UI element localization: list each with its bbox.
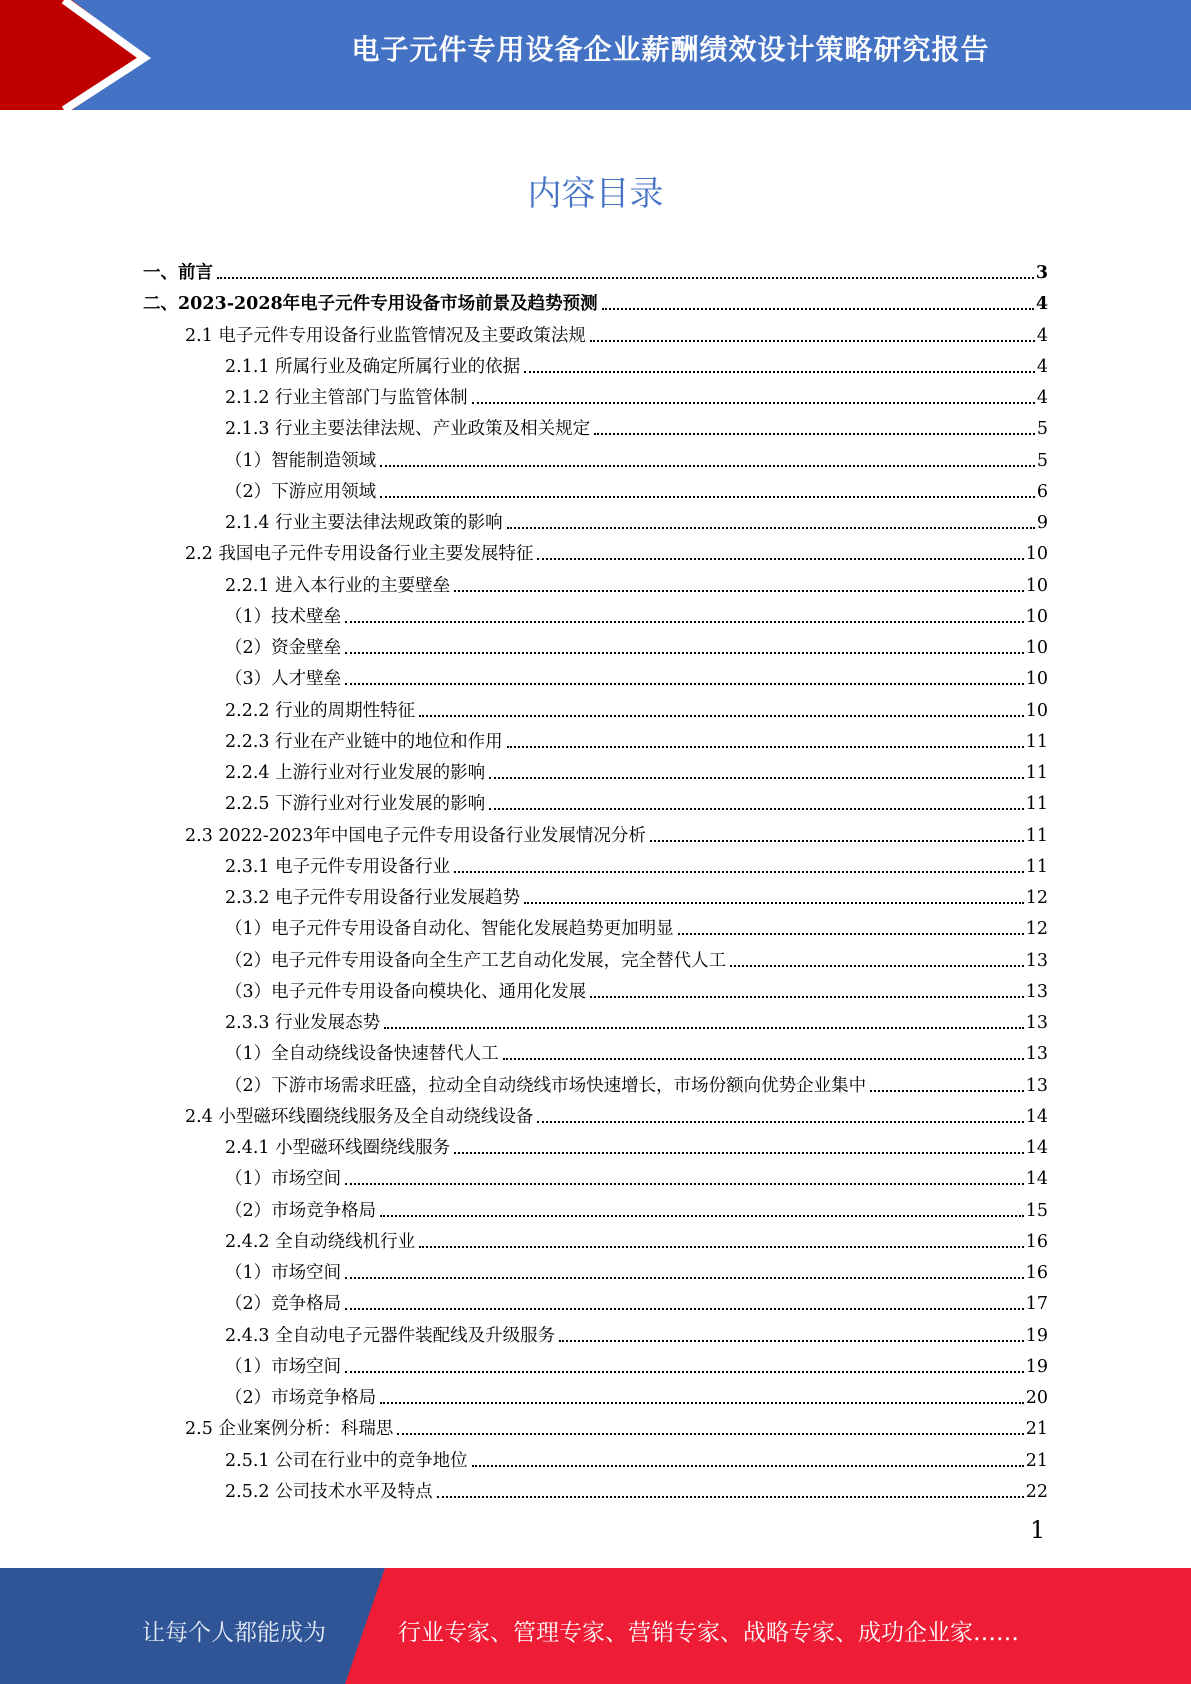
toc-leader-dots bbox=[345, 1307, 1024, 1310]
toc-entry[interactable] bbox=[225, 660, 1048, 690]
toc-leader-dots bbox=[419, 1245, 1024, 1248]
toc-entry-text: 2.1.2 行业主管部门与监管体制 bbox=[225, 388, 468, 408]
toc-leader-dots bbox=[380, 464, 1035, 467]
toc-entry-text: 2.2 我国电子元件专用设备行业主要发展特征 bbox=[185, 544, 534, 565]
toc-leader-dots bbox=[537, 557, 1023, 560]
toc-leader-dots bbox=[524, 370, 1035, 373]
toc-leader-dots bbox=[380, 1214, 1024, 1217]
toc-entry[interactable] bbox=[225, 629, 1048, 659]
toc-leader-dots bbox=[489, 776, 1024, 779]
toc-entry-text: （1）智能制造领域 bbox=[225, 450, 377, 471]
toc-entry-text: （1）技术壁垒 bbox=[225, 606, 342, 627]
toc-entry-page: 13 bbox=[1025, 1075, 1048, 1096]
toc-entry-page: 11 bbox=[1025, 856, 1048, 877]
toc-entry-text: （2）资金壁垒 bbox=[225, 638, 342, 658]
toc-entry[interactable] bbox=[225, 785, 1048, 815]
toc-entry-page: 10 bbox=[1025, 669, 1048, 690]
toc-entry[interactable] bbox=[225, 1004, 1048, 1034]
toc-leader-dots bbox=[419, 714, 1024, 717]
toc-entry-page: 11 bbox=[1025, 794, 1048, 815]
toc-entry[interactable] bbox=[225, 1285, 1048, 1315]
page-footer bbox=[0, 1568, 1191, 1684]
toc-entry[interactable] bbox=[225, 1035, 1048, 1065]
toc-leader-dots bbox=[345, 1182, 1024, 1185]
toc-entry-page: 13 bbox=[1025, 1044, 1048, 1065]
toc-entry-page: 10 bbox=[1025, 700, 1048, 721]
toc-leader-dots bbox=[345, 651, 1024, 654]
toc-entry[interactable] bbox=[185, 817, 1048, 847]
toc-entry[interactable] bbox=[225, 1317, 1048, 1347]
toc-entry[interactable] bbox=[143, 285, 1048, 315]
toc-entry[interactable] bbox=[225, 348, 1048, 378]
toc-leader-dots bbox=[489, 807, 1024, 810]
toc-entry-text: 2.4.1 小型磁环线圈绕线服务 bbox=[225, 1138, 451, 1158]
toc-entry[interactable] bbox=[225, 442, 1048, 472]
toc-entry-page: 5 bbox=[1036, 419, 1048, 440]
toc-entry[interactable] bbox=[225, 973, 1048, 1003]
toc-entry-page: 15 bbox=[1025, 1200, 1048, 1221]
toc-leader-dots bbox=[594, 432, 1035, 435]
toc-entry[interactable] bbox=[225, 379, 1048, 409]
toc-entry-text: （1）市场空间 bbox=[225, 1169, 342, 1190]
toc-entry-page: 16 bbox=[1025, 1263, 1048, 1283]
toc-entry-text: 2.3 2022-2023年中国电子元件专用设备行业发展情况分析 bbox=[185, 825, 646, 846]
toc-leader-dots bbox=[384, 1026, 1024, 1029]
toc-entry[interactable] bbox=[225, 879, 1048, 909]
toc-leader-dots bbox=[602, 307, 1034, 310]
toc-entry-page: 14 bbox=[1025, 1169, 1048, 1190]
toc-entry[interactable] bbox=[225, 1129, 1048, 1159]
toc-entry-text: （2）市场竞争格局 bbox=[225, 1200, 377, 1221]
toc-entry-text: 2.5 企业案例分析：科瑞思 bbox=[185, 1419, 394, 1440]
toc-entry[interactable] bbox=[225, 692, 1048, 722]
footer-slogan-left: 让每个人都能成为 bbox=[142, 1620, 326, 1646]
toc-entry[interactable] bbox=[225, 1223, 1048, 1253]
toc-entry-text: 2.5.2 公司技术水平及特点 bbox=[225, 1481, 433, 1502]
toc-leader-dots bbox=[590, 995, 1024, 998]
toc-entry[interactable] bbox=[225, 410, 1048, 440]
page-number: 1 bbox=[1030, 1516, 1046, 1544]
toc-leader-dots bbox=[870, 1089, 1024, 1092]
toc-entry[interactable] bbox=[225, 1379, 1048, 1409]
toc-leader-dots bbox=[454, 589, 1024, 592]
toc-entry[interactable] bbox=[225, 567, 1048, 597]
toc-entry-text: 2.2.4 上游行业对行业发展的影响 bbox=[225, 763, 486, 783]
toc-leader-dots bbox=[507, 526, 1035, 529]
toc-entry-text: 2.1.1 所属行业及确定所属行业的依据 bbox=[225, 356, 521, 377]
toc-entry-page: 4 bbox=[1036, 325, 1048, 346]
toc-entry-page: 19 bbox=[1025, 1325, 1048, 1346]
toc-leader-dots bbox=[590, 339, 1035, 342]
toc-entry[interactable] bbox=[225, 473, 1048, 503]
toc-entry-text: （2）下游市场需求旺盛，拉动全自动绕线市场快速增长，市场份额向优势企业集中 bbox=[225, 1075, 867, 1096]
toc-entry-text: 一、前言 bbox=[143, 263, 213, 283]
toc-leader-dots bbox=[345, 1276, 1024, 1279]
toc-leader-dots bbox=[503, 1057, 1024, 1060]
header-title: 电子元件专用设备企业薪酬绩效设计策略研究报告 bbox=[351, 33, 990, 66]
toc-entry-text: 2.2.5 下游行业对行业发展的影响 bbox=[225, 794, 486, 815]
toc-entry[interactable] bbox=[225, 723, 1048, 753]
toc-entry-page: 10 bbox=[1025, 606, 1048, 627]
toc-entry-page: 21 bbox=[1025, 1419, 1048, 1440]
toc-entry-text: 2.2.3 行业在产业链中的地位和作用 bbox=[225, 731, 503, 752]
toc-entry-text: （1）市场空间 bbox=[225, 1356, 342, 1377]
toc-entry-page: 14 bbox=[1025, 1138, 1048, 1158]
toc-entry[interactable] bbox=[185, 535, 1048, 565]
toc-entry-page: 10 bbox=[1025, 638, 1048, 658]
toc-leader-dots bbox=[524, 901, 1024, 904]
toc-entry-page: 11 bbox=[1025, 763, 1048, 783]
toc-entry[interactable] bbox=[225, 1254, 1048, 1284]
toc-entry[interactable] bbox=[143, 254, 1048, 284]
toc-entry-page: 12 bbox=[1025, 888, 1048, 908]
toc-entry-text: （2）下游应用领域 bbox=[225, 481, 377, 502]
toc-entry-page: 13 bbox=[1025, 950, 1048, 971]
toc-entry-page: 4 bbox=[1035, 294, 1048, 315]
toc-entry[interactable] bbox=[185, 317, 1048, 347]
toc-entry-text: 2.2.1 进入本行业的主要壁垒 bbox=[225, 575, 451, 596]
toc-entry-page: 6 bbox=[1036, 481, 1048, 502]
toc-entry-page: 3 bbox=[1035, 263, 1048, 283]
toc-leader-dots bbox=[650, 839, 1024, 842]
toc-entry[interactable] bbox=[225, 848, 1048, 878]
toc-leader-dots bbox=[507, 745, 1024, 748]
toc-entry-text: 2.3.3 行业发展态势 bbox=[225, 1013, 381, 1033]
toc-leader-dots bbox=[454, 1151, 1024, 1154]
toc-leader-dots bbox=[678, 932, 1024, 935]
toc-entry-page: 10 bbox=[1025, 575, 1048, 596]
toc-entry-text: （3）人才壁垒 bbox=[225, 669, 342, 690]
toc-leader-dots bbox=[345, 1370, 1024, 1373]
toc-entry-text: 2.1.4 行业主要法律法规政策的影响 bbox=[225, 513, 503, 533]
toc-entry-text: （3）电子元件专用设备向模块化、通用化发展 bbox=[225, 981, 587, 1002]
toc-entry-page: 12 bbox=[1025, 919, 1048, 940]
footer-slogan-right: 行业专家、管理专家、营销专家、战略专家、成功企业家…… bbox=[398, 1620, 1019, 1646]
toc-entry-page: 16 bbox=[1025, 1231, 1048, 1252]
toc-entry-text: （1）全自动绕线设备快速替代人工 bbox=[225, 1044, 499, 1065]
toc-leader-dots bbox=[217, 276, 1034, 279]
toc-entry-page: 9 bbox=[1036, 513, 1048, 533]
toc-entry[interactable] bbox=[225, 1160, 1048, 1190]
toc-leader-dots bbox=[472, 1464, 1024, 1467]
toc-entry-page: 13 bbox=[1025, 981, 1048, 1002]
toc-leader-dots bbox=[454, 870, 1024, 873]
toc-entry-page: 17 bbox=[1025, 1294, 1048, 1315]
toc-entry-page: 19 bbox=[1025, 1356, 1048, 1377]
toc-entry-page: 21 bbox=[1025, 1450, 1048, 1471]
toc-entry[interactable] bbox=[225, 754, 1048, 784]
toc-entry-text: （1）电子元件专用设备自动化、智能化发展趋势更加明显 bbox=[225, 919, 674, 940]
toc-leader-dots bbox=[559, 1339, 1024, 1342]
toc-entry-page: 10 bbox=[1025, 544, 1048, 565]
toc-entry-page: 20 bbox=[1025, 1388, 1048, 1408]
toc-leader-dots bbox=[730, 964, 1024, 967]
toc-leader-dots bbox=[472, 401, 1035, 404]
toc-title: 内容目录 bbox=[527, 174, 664, 214]
toc-leader-dots bbox=[380, 1401, 1024, 1404]
toc-entry-text: 2.4.3 全自动电子元器件装配线及升级服务 bbox=[225, 1325, 556, 1346]
toc-entry-page: 22 bbox=[1025, 1481, 1048, 1502]
toc-entry-page: 13 bbox=[1025, 1013, 1048, 1033]
toc-leader-dots bbox=[345, 682, 1024, 685]
toc-entry-text: 2.4.2 全自动绕线机行业 bbox=[225, 1231, 416, 1252]
page-header bbox=[0, 0, 1191, 110]
toc-leader-dots bbox=[345, 620, 1024, 623]
toc-entry[interactable] bbox=[225, 1067, 1048, 1097]
toc-entry[interactable] bbox=[225, 1192, 1048, 1222]
toc-entry[interactable] bbox=[225, 598, 1048, 628]
toc-entry-text: （1）市场空间 bbox=[225, 1263, 342, 1283]
toc-entry[interactable] bbox=[225, 1348, 1048, 1378]
toc-entry-text: 2.2.2 行业的周期性特征 bbox=[225, 700, 416, 721]
toc-entry-page: 5 bbox=[1036, 450, 1048, 471]
toc-entry-page: 14 bbox=[1025, 1106, 1048, 1127]
toc-entry[interactable] bbox=[225, 1473, 1048, 1503]
toc-leader-dots bbox=[380, 495, 1035, 498]
toc-entry[interactable] bbox=[225, 1442, 1048, 1472]
toc-entry-text: 2.3.2 电子元件专用设备行业发展趋势 bbox=[225, 888, 521, 908]
toc-entry[interactable] bbox=[225, 942, 1048, 972]
toc-entry-page: 11 bbox=[1025, 731, 1048, 752]
toc-leader-dots bbox=[437, 1495, 1024, 1498]
toc-entry-text: （2）市场竞争格局 bbox=[225, 1388, 377, 1408]
toc-entry[interactable] bbox=[225, 504, 1048, 534]
toc-entry-text: 2.1 电子元件专用设备行业监管情况及主要政策法规 bbox=[185, 325, 586, 346]
toc-entry[interactable] bbox=[185, 1098, 1048, 1128]
toc-leader-dots bbox=[537, 1120, 1023, 1123]
toc-entry-text: （2）竞争格局 bbox=[225, 1294, 342, 1315]
toc-leader-dots bbox=[397, 1432, 1023, 1435]
toc-entry-text: （2）电子元件专用设备向全生产工艺自动化发展，完全替代人工 bbox=[225, 950, 727, 971]
toc-entry-text: 2.4 小型磁环线圈绕线服务及全自动绕线设备 bbox=[185, 1106, 534, 1127]
toc-entry[interactable] bbox=[185, 1410, 1048, 1440]
toc-entry-page: 4 bbox=[1036, 388, 1048, 408]
toc-entry-text: 2.1.3 行业主要法律法规、产业政策及相关规定 bbox=[225, 419, 591, 440]
toc-entry-text: 2.3.1 电子元件专用设备行业 bbox=[225, 856, 451, 877]
toc-entry-text: 二、2023-2028年电子元件专用设备市场前景及趋势预测 bbox=[143, 294, 598, 315]
toc-entry[interactable] bbox=[225, 910, 1048, 940]
toc-entry-page: 11 bbox=[1025, 825, 1048, 846]
toc-entry-page: 4 bbox=[1036, 356, 1048, 377]
toc-entry-text: 2.5.1 公司在行业中的竞争地位 bbox=[225, 1450, 468, 1471]
